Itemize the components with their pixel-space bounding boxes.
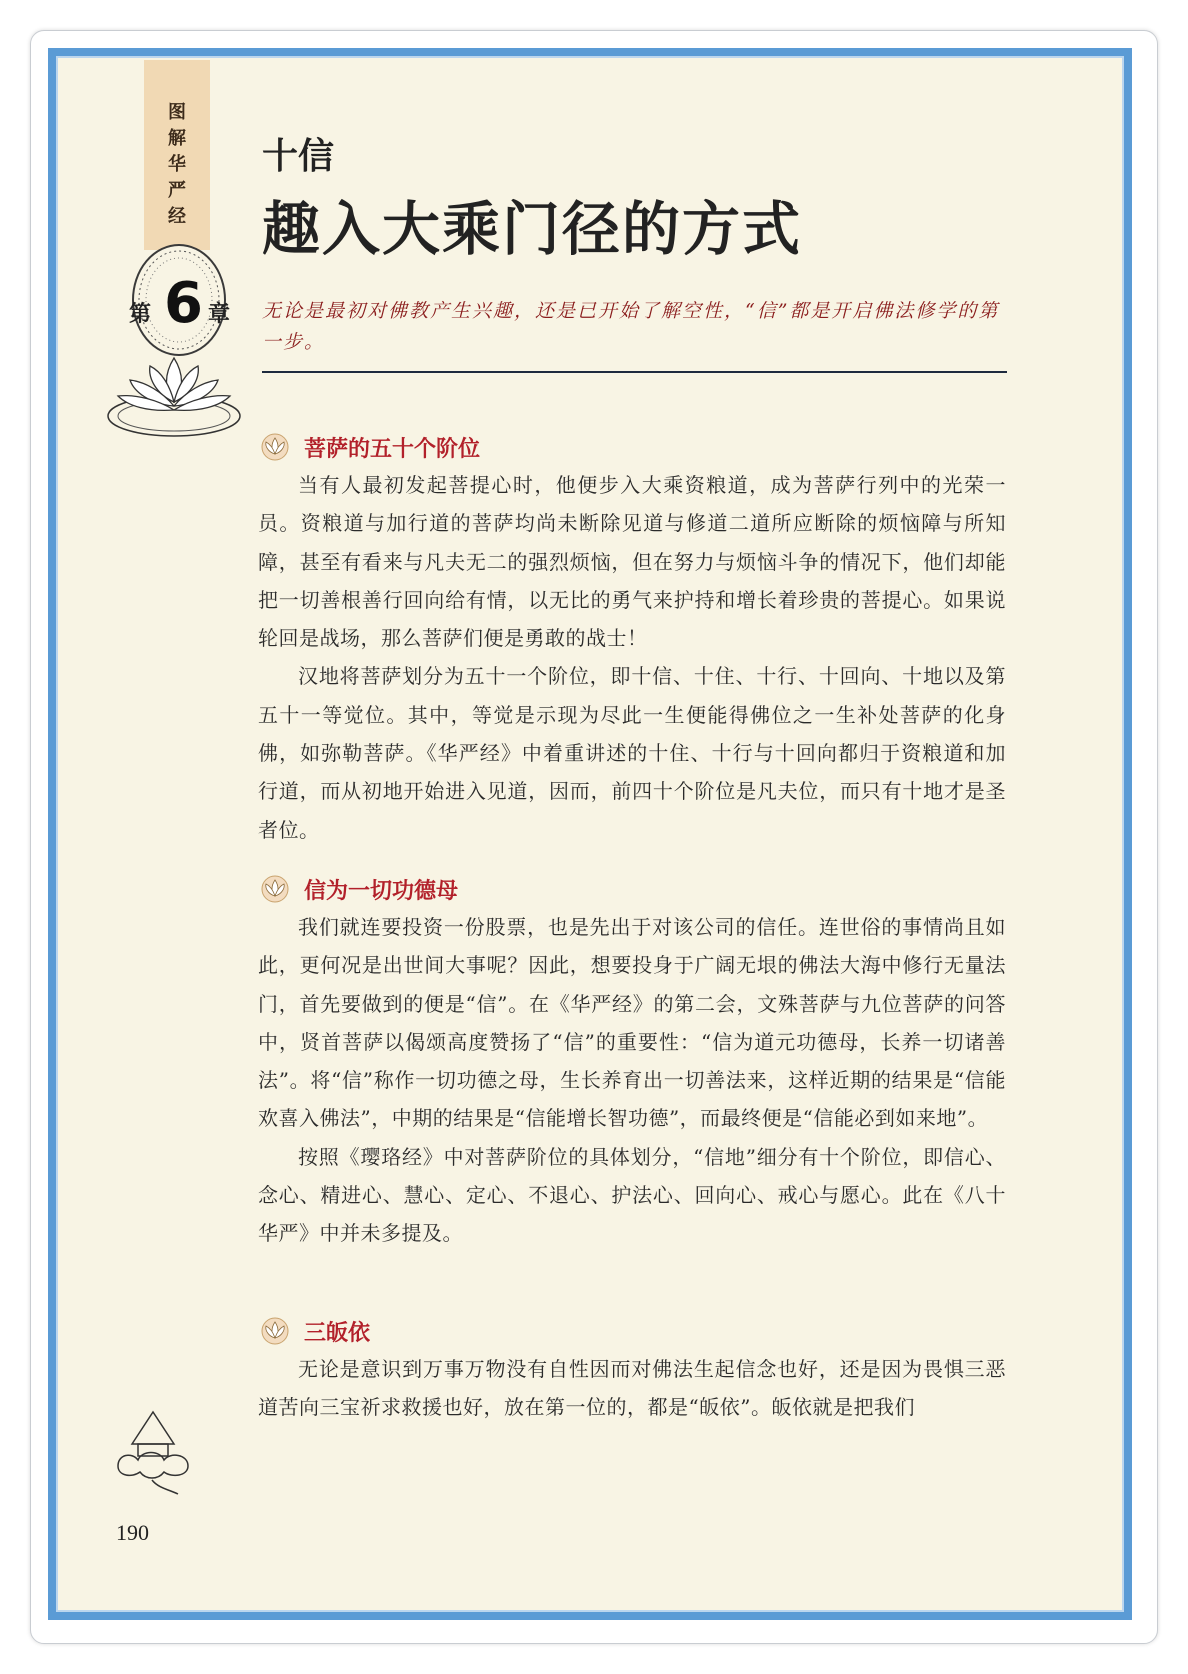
cloud-pagoda-icon <box>112 1404 194 1496</box>
paragraph: 按照《璎珞经》中对菩萨阶位的具体划分，“信地”细分有十个阶位，即信心、念心、精进心、慧心、定心、不退心、护法心、回向心、戒心与愿心。此在《八十华严》中并未多提及。 <box>258 1144 1006 1246</box>
page-title: 趣入大乘门径的方式 <box>262 195 803 263</box>
intro-text: 无论是最初对佛教产生兴趣，还是已开始了解空性，“信”都是开启佛法修学的第一步。 <box>262 300 1000 353</box>
chapter-label <box>120 271 244 336</box>
paragraph: 当有人最初发起菩提心时，他便步入大乘资粮道，成为菩萨行列中的光荣一员。资粮道与加行道的菩萨均尚未断除见道与修道二道所应断除的烦恼障与所知障，甚至有看来与凡夫无二的强烈烦恼，但在努力与烦恼斗争的情况下，他们却能把一切善根善行回向给有情，以无比的勇气来护持和增长着珍贵的菩提心。如果说轮回是战场，那么菩萨们便是勇敢的战士！ <box>258 473 1006 651</box>
chapter-prefix: 第 <box>129 302 152 327</box>
paragraph: 无论是意识到万事万物没有自性因而对佛法生起信念也好，还是因为畏惧三恶道苦向三宝祈求救援也好，放在第一位的，都是“皈依”。皈依就是把我们 <box>258 1357 1006 1420</box>
chapter-suffix: 章 <box>208 302 231 327</box>
side-tab-char: 图 <box>168 102 186 123</box>
lotus-bullet-icon <box>258 1316 292 1346</box>
title-divider <box>262 371 1007 373</box>
lotus-icon <box>104 350 244 440</box>
section-faith-mother <box>258 872 1018 1253</box>
side-tab-char: 解 <box>168 128 186 149</box>
side-tab <box>144 60 210 250</box>
section-three-refuges <box>258 1314 1018 1427</box>
side-tab-char: 经 <box>168 206 186 227</box>
lotus-bullet-icon <box>258 432 292 462</box>
lotus-bullet-icon <box>258 874 292 904</box>
side-tab-char: 华 <box>168 154 186 175</box>
page-number: 190 <box>116 1520 149 1545</box>
chapter-number: 6 <box>164 271 203 336</box>
section-bodhisattva-stages <box>258 430 1018 849</box>
page-subtitle: 十信 <box>262 136 335 177</box>
section-heading: 三皈依 <box>304 1321 371 1346</box>
paragraph: 我们就连要投资一份股票，也是先出于对该公司的信任。连世俗的事情尚且如此，更何况是出世间大事呢？因此，想要投身于广阔无垠的佛法大海中修行无量法门，首先要做到的便是“信”。在《华严经》的第二会，文殊菩萨与九位菩萨的问答中，贤首菩萨以偈颂高度赞扬了“信”的重要性：“信为道元功德母，长养一切诸善法”。将“信”称作一切功德之母，生长养育出一切善法来，这样近期的结果是“信能欢喜入佛法”，中期的结果是“信能增长智功德”，而最终便是“信能必到如来地”。 <box>258 915 1006 1131</box>
section-heading: 菩萨的五十个阶位 <box>304 437 481 462</box>
side-tab-char: 严 <box>168 180 186 201</box>
section-heading: 信为一切功德母 <box>304 879 459 904</box>
paragraph: 汉地将菩萨划分为五十一个阶位，即十信、十住、十行、十回向、十地以及第五十一等觉位。其中，等觉是示现为尽此一生便能得佛位之一生补处菩萨的化身佛，如弥勒菩萨。《华严经》中着重讲述的十住、十行与十回向都归于资粮道和加行道，而从初地开始进入见道，因而，前四十个阶位是凡夫位，而只有十地才是圣者位。 <box>258 664 1006 842</box>
